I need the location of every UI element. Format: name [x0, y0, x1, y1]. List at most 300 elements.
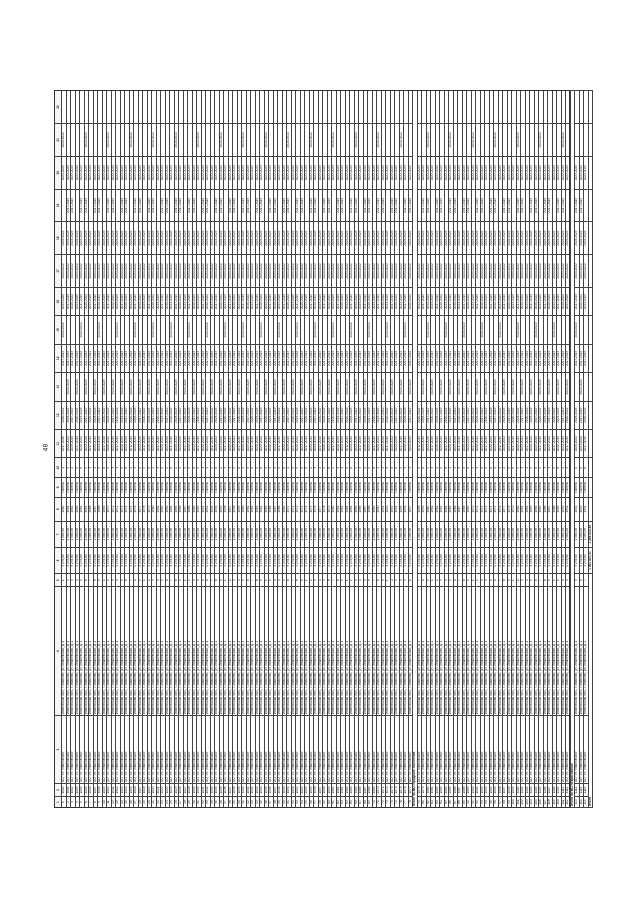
- table-cell: Панель: [228, 478, 233, 498]
- table-cell: 2023-2025: [350, 222, 355, 255]
- table-cell: 1052: [296, 783, 301, 796]
- table-cell: 2023-2025: [507, 222, 512, 255]
- table-cell: 2023-2025: [408, 429, 413, 457]
- table-cell: 2020-2022: [224, 255, 229, 288]
- table-cell: 2020-2022: [534, 255, 539, 288]
- table-cell: 2020-2022: [521, 255, 526, 288]
- table-cell: 2023-2025: [476, 222, 481, 255]
- table-cell: 2017-2019: [350, 189, 355, 222]
- table-cell: 2020-2022: [534, 287, 539, 315]
- table-cell: 1988: [188, 497, 193, 521]
- table-cell: 2017-2019: [89, 344, 94, 372]
- table-cell: 1076: [404, 783, 409, 796]
- address-cell: Ивановская обл., г. Иваново, ул. Лежневская, д. 1: [188, 587, 193, 716]
- table-cell: 2020-2022: [287, 255, 292, 288]
- table-cell: 1 583,58: [345, 521, 350, 547]
- table-cell: 2020-2022: [422, 255, 427, 288]
- table-cell: 2020-2022: [332, 401, 337, 429]
- table-cell: 2023-2025: [516, 222, 521, 255]
- table-cell: 3 278,80: [152, 547, 157, 573]
- table-cell: 2023-2025: [242, 156, 247, 189]
- table-cell: 1984: [350, 497, 355, 521]
- address-cell: Ивановская обл., г. Иваново, ул. Лежневская, д. 1: [372, 587, 377, 716]
- table-cell: 2017-2019: [467, 344, 472, 372]
- table-cell: 2020-2022: [129, 255, 134, 288]
- table-cell: 2020-2022: [552, 401, 557, 429]
- table-cell: 1073: [390, 783, 395, 796]
- table-cell: 2017-2019: [75, 344, 80, 372]
- table-cell: 1036: [224, 783, 229, 796]
- table-cell: 9: [507, 574, 512, 587]
- table-cell: 5: [489, 574, 494, 587]
- table-cell: 2017-2019: [98, 401, 103, 429]
- table-cell: 2017-2019: [174, 344, 179, 372]
- table-cell: 3 278,80: [521, 547, 526, 573]
- table-cell: 26: [174, 797, 179, 808]
- table-cell: 2017-2019: [462, 344, 467, 372]
- table-cell: 2020-2022: [575, 255, 580, 288]
- table-cell: 48: [273, 797, 278, 808]
- table-cell: 2023-2025: [354, 429, 359, 457]
- table-cell: 2017-2019: [507, 344, 512, 372]
- column-number: 10: [55, 458, 62, 478]
- table-cell: 2020-2022: [539, 255, 544, 288]
- table-cell: 2: [309, 458, 314, 478]
- org-cell: АО "УК "Ивановский": [440, 716, 445, 784]
- table-cell: 1 583,58: [192, 521, 197, 547]
- table-cell: 1 583,58: [183, 521, 188, 547]
- table-cell: 2023-2025: [548, 156, 553, 189]
- table-cell: 1973: [485, 497, 490, 521]
- table-cell: 2020-2022: [341, 287, 346, 315]
- org-cell: АО "УК "Ивановский": [512, 716, 517, 784]
- table-cell: 1985: [354, 497, 359, 521]
- table-cell: 6: [125, 574, 130, 587]
- schedule-table: [54, 90, 593, 808]
- table-cell: 2017-2019: [278, 344, 283, 372]
- table-cell: 2020-2022: [296, 316, 301, 344]
- table-cell: 2020-2022: [345, 255, 350, 288]
- table-cell: 3: [404, 458, 409, 478]
- org-cell: АО "УК "Ивановский": [84, 716, 89, 784]
- table-cell: Панель: [206, 478, 211, 498]
- table-cell: 2017-2019: [237, 429, 242, 457]
- table-cell: 1969: [102, 497, 107, 521]
- table-cell: 2023-2025: [314, 429, 319, 457]
- table-cell: 2017-2019: [84, 344, 89, 372]
- table-cell: 2017-2019: [485, 344, 490, 372]
- table-cell: 2017-2019: [503, 287, 508, 315]
- table-cell: Панель: [566, 478, 571, 498]
- table-cell: 2020-2022: [309, 123, 314, 156]
- table-cell: 45: [260, 797, 265, 808]
- table-cell: 2020-2022: [242, 429, 247, 457]
- table-cell: 7: [332, 574, 337, 587]
- table-cell: 2017-2019: [494, 189, 499, 222]
- table-cell: 2023-2025: [291, 156, 296, 189]
- address-cell: Ивановская обл., г. Иваново, ул. Лежневская, д. 1: [476, 587, 481, 716]
- table-cell: Панель: [341, 478, 346, 498]
- table-cell: 1967: [93, 497, 98, 521]
- table-cell: 2023-2025: [395, 222, 400, 255]
- org-cell: АО "УК "Ивановский": [102, 716, 107, 784]
- table-cell: 6: [372, 458, 377, 478]
- table-cell: 1977: [138, 497, 143, 521]
- table-cell: 1993: [390, 497, 395, 521]
- table-cell: 2020-2022: [264, 401, 269, 429]
- table-cell: 2023-2025: [197, 287, 202, 315]
- table-cell: 5: [323, 458, 328, 478]
- table-cell: 1981: [521, 497, 526, 521]
- table-cell: 2023-2025: [435, 222, 440, 255]
- table-cell: 18: [138, 797, 143, 808]
- table-cell: 2023-2025: [215, 222, 220, 255]
- table-cell: 2017-2019: [341, 189, 346, 222]
- table-cell: 3 278,80: [489, 547, 494, 573]
- table-cell: 2017-2019: [435, 287, 440, 315]
- table-cell: 2023-2025: [80, 222, 85, 255]
- table-cell: Панель: [525, 478, 530, 498]
- table-cell: 2023-2025: [435, 401, 440, 429]
- table-cell: [588, 123, 593, 156]
- address-cell: Ивановская обл., г. Иваново, ул. Лежневская, д. 1: [530, 587, 535, 716]
- table-cell: 2020-2022: [503, 429, 508, 457]
- table-cell: 2023-2025: [206, 429, 211, 457]
- table-cell: 2020-2022: [386, 316, 391, 344]
- table-cell: 2023-2025: [417, 287, 422, 315]
- table-cell: 2023-2025: [183, 287, 188, 315]
- org-cell: АО "УК "Ивановский": [354, 716, 359, 784]
- table-cell: 1962: [435, 497, 440, 521]
- table-cell: 2023-2025: [507, 429, 512, 457]
- table-cell: 2020-2022: [147, 255, 152, 288]
- table-cell: 2023-2025: [548, 429, 553, 457]
- table-cell: 2023-2025: [440, 429, 445, 457]
- table-cell: 3: [179, 458, 184, 478]
- table-cell: 2017-2019: [215, 189, 220, 222]
- table-cell: 2017-2019: [206, 189, 211, 222]
- table-cell: 3 278,80: [395, 547, 400, 573]
- table-cell: 2020-2022: [107, 429, 112, 457]
- table-cell: 1 583,58: [305, 521, 310, 547]
- table-cell: 2023-2025: [390, 401, 395, 429]
- table-cell: 110: [557, 797, 562, 808]
- table-cell: 1 583,58: [566, 521, 571, 547]
- address-cell: Ивановская обл., г. Иваново, ул. Лежневская, д. 1: [422, 587, 427, 716]
- table-cell: 4: [318, 574, 323, 587]
- table-cell: 2: [62, 458, 67, 478]
- table-cell: [588, 478, 593, 498]
- table-cell: 2023-2025: [386, 287, 391, 315]
- table-cell: 2020-2022: [350, 316, 355, 344]
- org-cell: АО "УК "Ивановский": [476, 716, 481, 784]
- table-cell: 2017-2019: [80, 189, 85, 222]
- org-cell: АО "УК "Ивановский": [260, 716, 265, 784]
- table-cell: 1032: [206, 783, 211, 796]
- table-cell: 3 278,80: [125, 547, 130, 573]
- table-cell: 1023: [165, 783, 170, 796]
- table-cell: Панель: [84, 478, 89, 498]
- table-cell: 2023-2025: [192, 222, 197, 255]
- column-number: 22: [55, 91, 62, 124]
- table-cell: 2017-2019: [476, 344, 481, 372]
- table-cell: 2017-2019: [377, 189, 382, 222]
- table-cell: 2017-2019: [174, 189, 179, 222]
- table-cell: 2023-2025: [251, 287, 256, 315]
- table-cell: Панель: [359, 478, 364, 498]
- table-cell: 2: [390, 574, 395, 587]
- table-cell: 1971: [476, 497, 481, 521]
- table-cell: 2017-2019: [534, 189, 539, 222]
- table-cell: 6: [80, 458, 85, 478]
- table-cell: 6: [84, 574, 89, 587]
- table-cell: 2023-2025: [431, 222, 436, 255]
- table-cell: 2023-2025: [174, 401, 179, 429]
- table-cell: 1025: [174, 783, 179, 796]
- table-cell: 2023-2025: [102, 156, 107, 189]
- table-cell: 2017-2019: [417, 344, 422, 372]
- table-cell: 1011: [111, 783, 116, 796]
- table-cell: 1993: [579, 497, 584, 521]
- address-cell: Ивановская обл., г. Иваново, ул. Лежневская, д. 1: [170, 587, 175, 716]
- address-cell: Ивановская обл., г. Иваново, ул. Лежневская, д. 1: [471, 587, 476, 716]
- table-cell: 2023-2025: [534, 222, 539, 255]
- table-cell: 4: [138, 458, 143, 478]
- table-cell: 2023-2025: [278, 287, 283, 315]
- table-cell: 3 278,80: [84, 547, 89, 573]
- table-cell: 2020-2022: [350, 429, 355, 457]
- table-cell: 2023-2025: [579, 429, 584, 457]
- table-cell: 2023-2025: [66, 373, 71, 401]
- org-cell: АО "УК "Ивановский": [242, 716, 247, 784]
- table-cell: 2023-2025: [363, 373, 368, 401]
- table-cell: 2020-2022: [192, 287, 197, 315]
- table-cell: 1008: [98, 783, 103, 796]
- table-cell: 2020-2022: [170, 316, 175, 344]
- table-cell: 1 583,58: [75, 521, 80, 547]
- table-cell: 1977: [503, 497, 508, 521]
- table-cell: 2023-2025: [345, 373, 350, 401]
- table-cell: 2023-2025: [399, 222, 404, 255]
- table-cell: 1103: [530, 783, 535, 796]
- table-cell: Панель: [273, 478, 278, 498]
- table-cell: 1105: [539, 783, 544, 796]
- table-cell: 1 583,58: [152, 521, 157, 547]
- table-cell: 8: [296, 574, 301, 587]
- table-cell: 97: [498, 797, 503, 808]
- table-cell: 1038: [233, 783, 238, 796]
- table-cell: 3 278,80: [476, 547, 481, 573]
- address-cell: Ивановская обл., г. Иваново, ул. Лежневская, д. 1: [165, 587, 170, 716]
- table-cell: 2017-2019: [296, 189, 301, 222]
- table-cell: 1112: [575, 783, 580, 796]
- table-cell: 2020-2022: [444, 316, 449, 344]
- table-cell: 1962: [251, 497, 256, 521]
- table-cell: 1088: [462, 783, 467, 796]
- table-cell: 6: [327, 574, 332, 587]
- table-cell: 2023-2025: [426, 156, 431, 189]
- org-cell: АО "УК "Ивановский": [197, 716, 202, 784]
- table-cell: Панель: [557, 478, 562, 498]
- table-cell: 2020-2022: [557, 429, 562, 457]
- table-cell: 1033: [210, 783, 215, 796]
- table-cell: 2: [377, 458, 382, 478]
- table-cell: 96: [494, 797, 499, 808]
- address-cell: Ивановская обл., г. Иваново, ул. Лежневская, д. 1: [143, 587, 148, 716]
- table-cell: 2017-2019: [264, 429, 269, 457]
- table-cell: 2017-2019: [557, 344, 562, 372]
- table-cell: 2017-2019: [516, 287, 521, 315]
- table-cell: 2020-2022: [152, 316, 157, 344]
- table-cell: 2023-2025: [498, 156, 503, 189]
- table-cell: Панель: [584, 478, 589, 498]
- table-cell: 5: [201, 574, 206, 587]
- table-cell: 3 278,80: [467, 547, 472, 573]
- table-cell: 3 278,80: [296, 547, 301, 573]
- table-cell: 3 278,80: [174, 547, 179, 573]
- table-cell: 2023-2025: [75, 222, 80, 255]
- table-cell: 1051: [291, 783, 296, 796]
- address-cell: Ивановская обл., г. Иваново, ул. Лежневская, д. 1: [453, 587, 458, 716]
- table-cell: Панель: [66, 478, 71, 498]
- table-cell: 2017-2019: [381, 401, 386, 429]
- table-cell: 3 278,80: [269, 547, 274, 573]
- table-cell: 4: [75, 797, 80, 808]
- table-cell: 4: [93, 458, 98, 478]
- table-cell: 2020-2022: [219, 123, 224, 156]
- table-cell: 2020-2022: [525, 401, 530, 429]
- table-cell: 2023-2025: [66, 156, 71, 189]
- org-cell: АО "УК "Ивановский": [395, 716, 400, 784]
- table-cell: 2017-2019: [390, 287, 395, 315]
- table-cell: 2023-2025: [363, 156, 368, 189]
- table-cell: 2020-2022: [381, 255, 386, 288]
- table-cell: 2017-2019: [512, 429, 517, 457]
- table-cell: 1 583,58: [84, 521, 89, 547]
- table-cell: 2023-2025: [543, 156, 548, 189]
- org-cell: АО "УК "Ивановский": [539, 716, 544, 784]
- table-cell: 2017-2019: [224, 429, 229, 457]
- table-cell: 1992: [386, 497, 391, 521]
- table-cell: 2020-2022: [444, 401, 449, 429]
- table-cell: 2023-2025: [323, 156, 328, 189]
- table-cell: 2023-2025: [201, 373, 206, 401]
- table-cell: [588, 255, 593, 288]
- table-cell: 2017-2019: [242, 189, 247, 222]
- table-cell: 2017-2019: [314, 344, 319, 372]
- table-cell: 2023-2025: [228, 156, 233, 189]
- table-cell: 2020-2022: [489, 255, 494, 288]
- table-cell: 56: [309, 797, 314, 808]
- table-cell: 1966: [269, 497, 274, 521]
- table-cell: 3: [233, 574, 238, 587]
- table-cell: 1976: [314, 497, 319, 521]
- table-cell: 1061: [336, 783, 341, 796]
- table-cell: 2023-2025: [206, 222, 211, 255]
- table-cell: 3 278,80: [417, 547, 422, 573]
- table-cell: 2017-2019: [125, 344, 130, 372]
- table-cell: 1 583,58: [156, 521, 161, 547]
- table-cell: 6: [125, 458, 130, 478]
- table-cell: 1010: [107, 783, 112, 796]
- table-cell: 1 583,58: [228, 521, 233, 547]
- table-cell: 2: [561, 458, 566, 478]
- table-cell: 2023-2025: [449, 156, 454, 189]
- address-cell: Ивановская обл., г. Иваново, ул. Лежневская, д. 1: [426, 587, 431, 716]
- table-cell: 67: [359, 797, 364, 808]
- table-cell: 2017-2019: [467, 401, 472, 429]
- table-cell: 3 278,80: [156, 547, 161, 573]
- table-cell: 2023-2025: [480, 429, 485, 457]
- table-cell: 2020-2022: [210, 255, 215, 288]
- table-cell: 1 583,58: [102, 521, 107, 547]
- table-cell: 2020-2022: [251, 401, 256, 429]
- summary-row: [588, 91, 593, 808]
- table-cell: 3: [66, 458, 71, 478]
- table-cell: 2020-2022: [399, 255, 404, 288]
- table-cell: 3 278,80: [552, 547, 557, 573]
- table-cell: 2017-2019: [296, 344, 301, 372]
- table-cell: 2023-2025: [318, 222, 323, 255]
- table-cell: Панель: [503, 478, 508, 498]
- table-cell: 3 278,80: [165, 547, 170, 573]
- table-cell: 2023-2025: [327, 373, 332, 401]
- address-cell: Ивановская обл., г. Иваново, ул. Лежневская, д. 1: [206, 587, 211, 716]
- table-cell: 1 583,58: [120, 521, 125, 547]
- table-cell: 2017-2019: [395, 401, 400, 429]
- table-cell: 2017-2019: [395, 344, 400, 372]
- table-cell: 2017-2019: [269, 189, 274, 222]
- section-heading: Итого по МО городское поселение: [413, 91, 418, 808]
- table-cell: 2020-2022: [444, 255, 449, 288]
- table-cell: 2023-2025: [386, 156, 391, 189]
- table-cell: 2023-2025: [165, 222, 170, 255]
- table-cell: 2023-2025: [291, 373, 296, 401]
- table-cell: 2023-2025: [309, 222, 314, 255]
- table-cell: 2017-2019: [66, 344, 71, 372]
- table-cell: 2020-2022: [278, 401, 283, 429]
- table-cell: 1975: [309, 497, 314, 521]
- table-cell: 2023-2025: [372, 287, 377, 315]
- table-cell: 2023-2025: [381, 156, 386, 189]
- table-cell: 2017-2019: [260, 189, 265, 222]
- table-cell: 2020-2022: [84, 123, 89, 156]
- summary-value: 1 961 957,51: [588, 547, 593, 573]
- table-cell: 9: [426, 574, 431, 587]
- table-cell: 2017-2019: [521, 189, 526, 222]
- table-cell: 50: [282, 797, 287, 808]
- table-cell: 5: [323, 574, 328, 587]
- table-cell: 1 583,58: [485, 521, 490, 547]
- table-cell: 1968: [278, 497, 283, 521]
- table-cell: 11: [107, 797, 112, 808]
- table-cell: 62: [336, 797, 341, 808]
- table-cell: 2020-2022: [368, 287, 373, 315]
- table-row: [408, 91, 413, 808]
- table-cell: 1071: [381, 783, 386, 796]
- table-cell: 59: [323, 797, 328, 808]
- org-cell: АО "УК "Ивановский": [494, 716, 499, 784]
- table-cell: 2020-2022: [273, 255, 278, 288]
- table-cell: 2023-2025: [179, 156, 184, 189]
- table-cell: 1 583,58: [111, 521, 116, 547]
- table-cell: 2017-2019: [71, 401, 76, 429]
- table-cell: 6: [102, 458, 107, 478]
- table-cell: 3 278,80: [584, 547, 589, 573]
- table-cell: 1053: [300, 783, 305, 796]
- table-cell: 1 583,58: [557, 521, 562, 547]
- table-cell: 2017-2019: [579, 189, 584, 222]
